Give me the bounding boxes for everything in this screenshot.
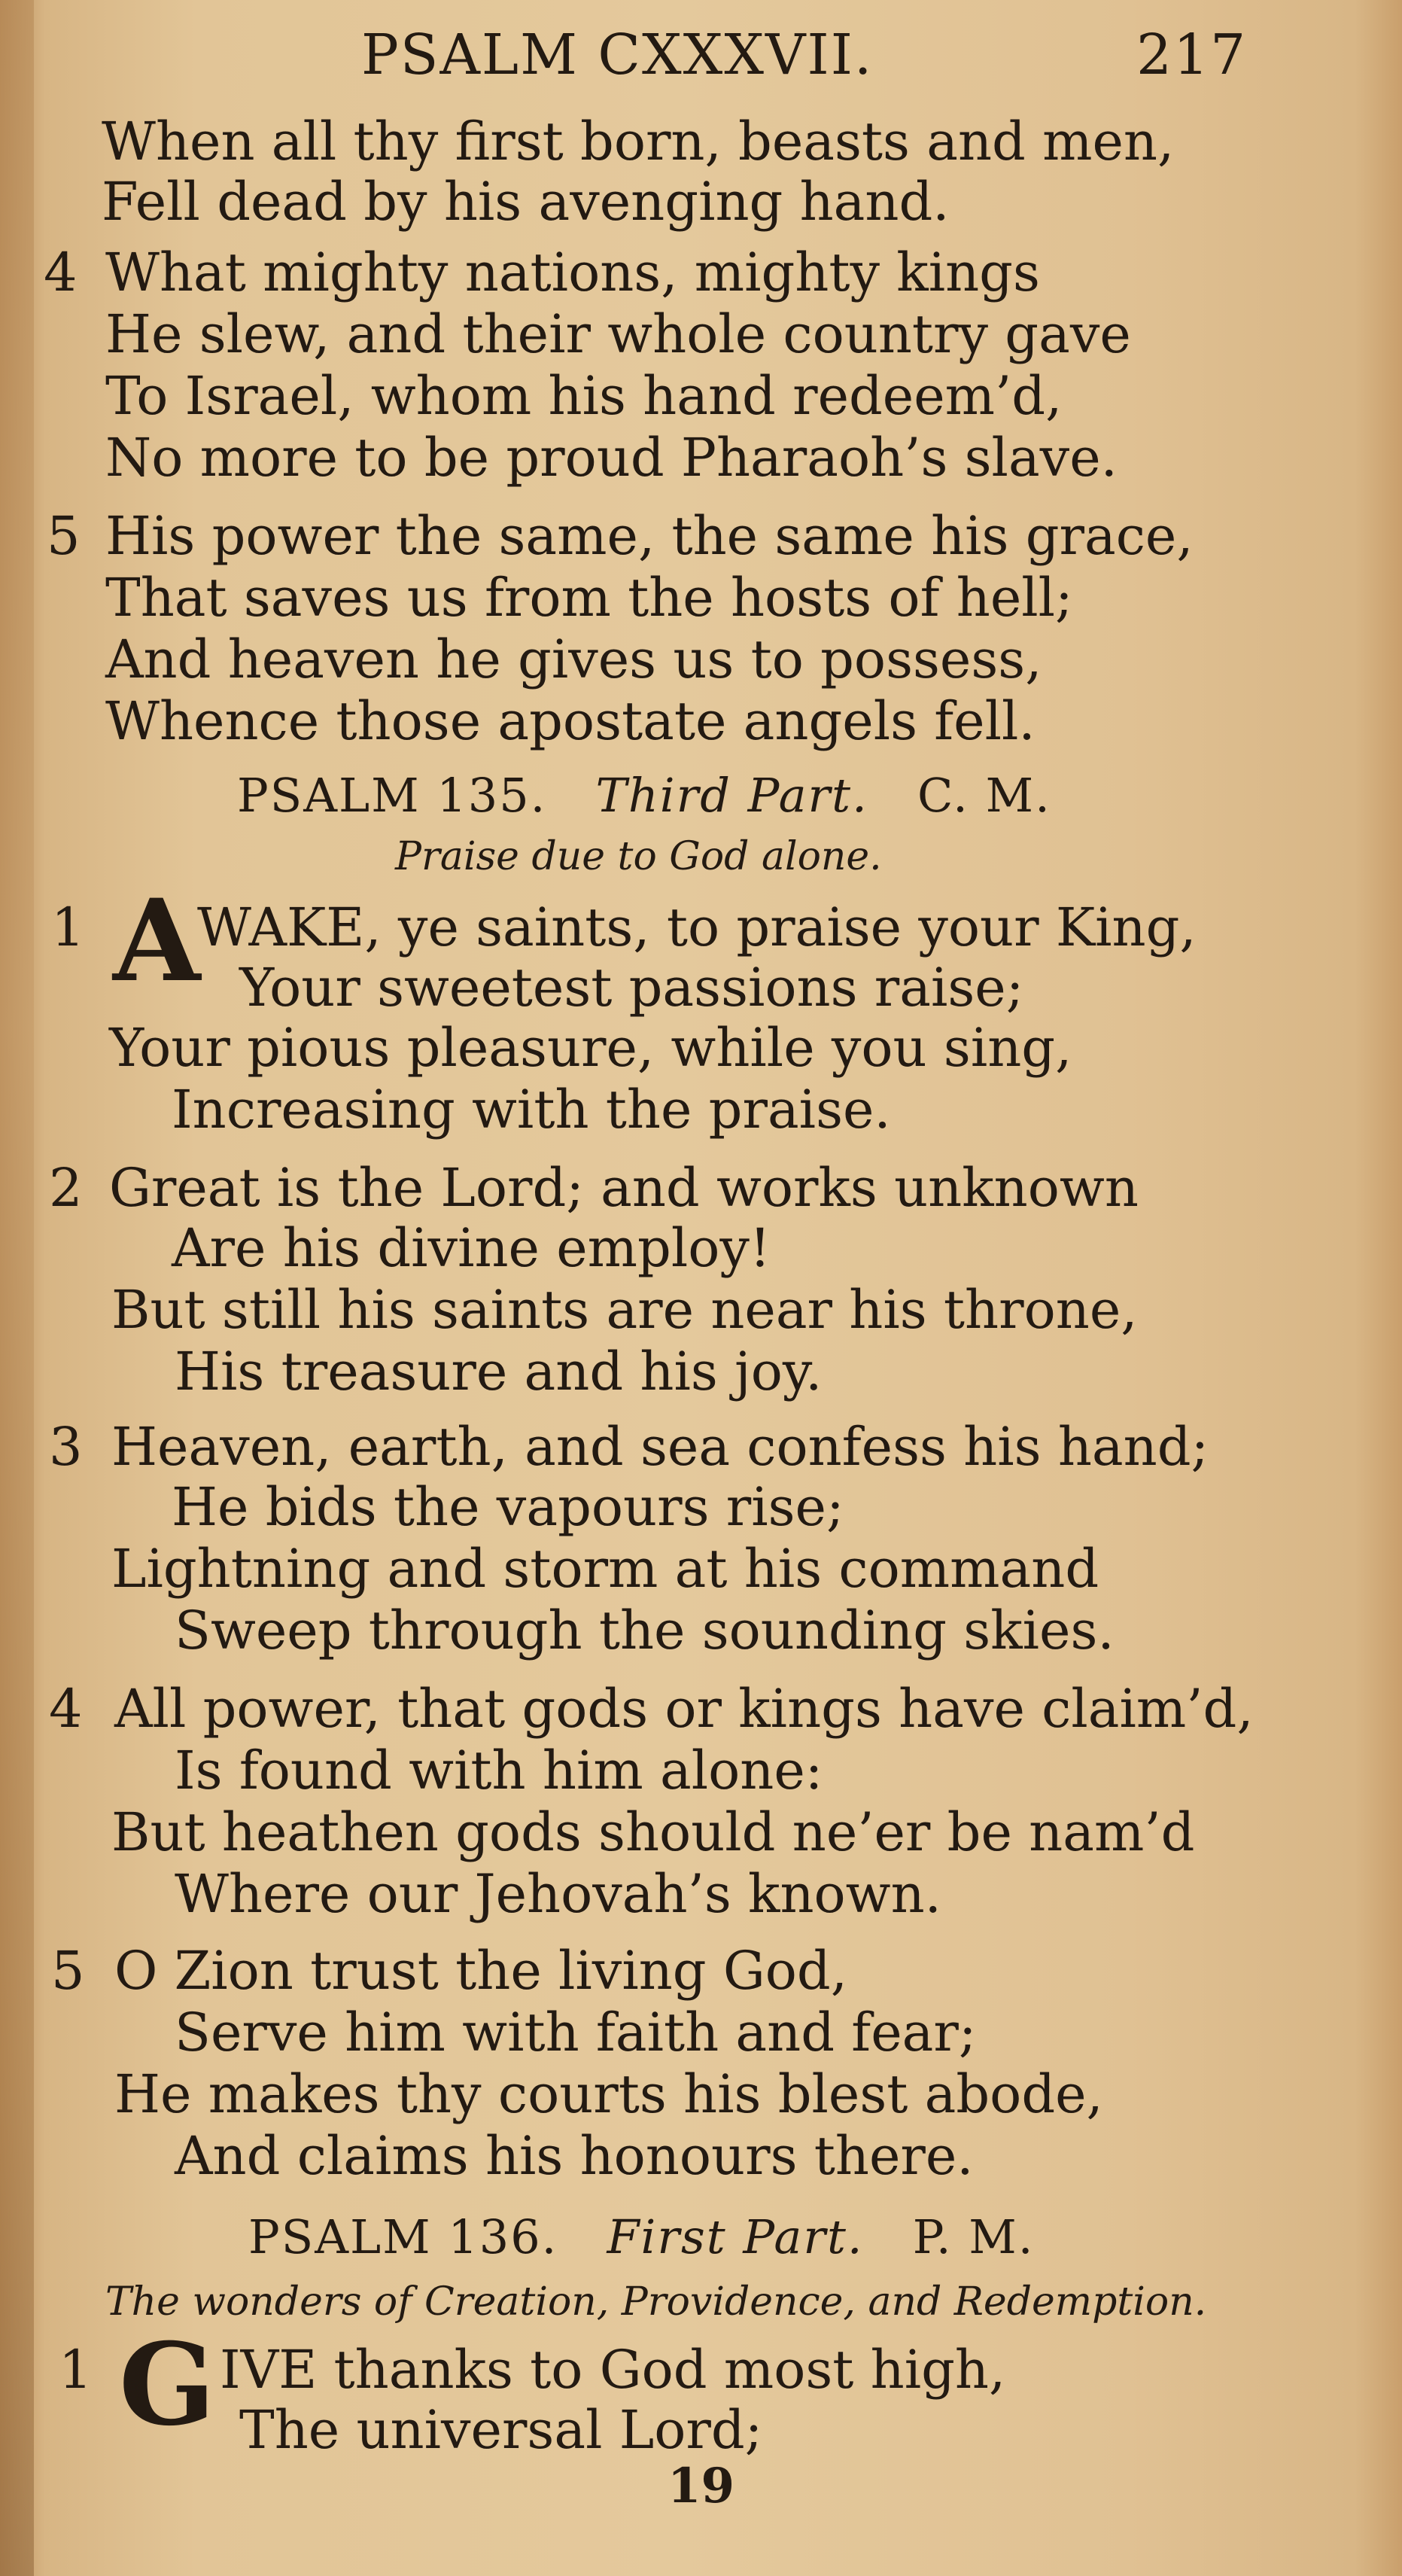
psalm-title bbox=[248, 2209, 1034, 2264]
verse-line: To Israel, whom his hand redeem’d, bbox=[105, 365, 1063, 427]
psalm-meter: C. M. bbox=[917, 768, 1051, 823]
stanza-number: 1 bbox=[51, 897, 85, 958]
verse-line: O Zion trust the living God, bbox=[114, 1940, 847, 2002]
verse-line: That saves us from the hosts of hell; bbox=[105, 567, 1073, 629]
verse-line: IVE thanks to God most high, bbox=[220, 2339, 1006, 2401]
stanza-number: 4 bbox=[49, 1678, 83, 1740]
verse-line: Heaven, earth, and sea confess his hand; bbox=[111, 1416, 1209, 1478]
stanza-number: 2 bbox=[49, 1157, 83, 1219]
verse-line: He makes thy courts his blest abode, bbox=[114, 2063, 1103, 2125]
verse-line: Sweep through the sounding skies. bbox=[175, 1600, 1115, 1661]
psalm-subtitle: Praise due to God alone. bbox=[395, 834, 882, 879]
stanza-number: 5 bbox=[51, 1940, 85, 2002]
verse-line: Serve him with faith and fear; bbox=[175, 2002, 977, 2063]
drop-cap: G bbox=[119, 2319, 216, 2451]
verse-line: Great is the Lord; and works unknown bbox=[109, 1157, 1139, 1219]
psalm-part: First Part. bbox=[607, 2209, 864, 2264]
page-header bbox=[0, 23, 1402, 98]
psalm-number: PSALM 136. bbox=[248, 2209, 558, 2264]
psalm-title bbox=[237, 768, 1051, 823]
verse-line: He bids the vapours rise; bbox=[172, 1476, 844, 1538]
signature-mark: 19 bbox=[667, 2458, 735, 2514]
verse-line: Lightning and storm at his command bbox=[111, 1538, 1099, 1600]
psalm-number: PSALM 135. bbox=[237, 768, 547, 823]
page-number: 217 bbox=[1136, 23, 1248, 87]
stanza-number: 1 bbox=[59, 2339, 93, 2401]
verse-line: Fell dead by his avenging hand. bbox=[102, 171, 950, 233]
verse-line: When all thy first born, beasts and men, bbox=[102, 111, 1175, 172]
page-edge-stain bbox=[0, 0, 34, 2576]
verse-line: No more to be proud Pharaoh’s slave. bbox=[105, 427, 1118, 489]
verse-line: And heaven he gives us to possess, bbox=[105, 629, 1042, 690]
verse-line: Whence those apostate angels fell. bbox=[105, 690, 1036, 752]
stanza-number: 4 bbox=[44, 242, 78, 303]
verse-line: WAKE, ye saints, to praise your King, bbox=[197, 897, 1197, 958]
verse-line: And claims his honours there. bbox=[175, 2125, 974, 2187]
verse-line: Increasing with the praise. bbox=[172, 1079, 891, 1140]
psalm-part: Third Part. bbox=[595, 768, 868, 823]
verse-line: Where our Jehovah’s known. bbox=[175, 1863, 941, 1925]
verse-line: The universal Lord; bbox=[239, 2399, 763, 2461]
verse-line: All power, that gods or kings have claim’d, bbox=[114, 1678, 1254, 1740]
psalm-meter: P. M. bbox=[912, 2209, 1035, 2264]
verse-line: Are his divine employ! bbox=[172, 1217, 771, 1279]
stanza-number: 5 bbox=[47, 505, 81, 567]
verse-line: But heathen gods should ne’er be nam’d bbox=[111, 1801, 1195, 1863]
verse-line: Is found with him alone: bbox=[175, 1740, 823, 1801]
verse-line: What mighty nations, mighty kings bbox=[105, 242, 1040, 303]
stanza-number: 3 bbox=[49, 1416, 83, 1478]
verse-line: His power the same, the same his grace, bbox=[105, 505, 1194, 567]
verse-line: He slew, and their whole country gave bbox=[105, 303, 1131, 365]
verse-line: His treasure and his joy. bbox=[175, 1341, 823, 1402]
verse-line: Your pious pleasure, while you sing, bbox=[109, 1017, 1072, 1079]
verse-line: Your sweetest passions raise; bbox=[239, 957, 1024, 1019]
drop-cap: A bbox=[113, 875, 201, 1007]
verse-line: But still his saints are near his throne, bbox=[111, 1279, 1138, 1341]
psalm-subtitle: The wonders of Creation, Providence, and Redemption. bbox=[105, 2279, 1207, 2325]
running-title: PSALM CXXXVII. bbox=[361, 23, 874, 87]
